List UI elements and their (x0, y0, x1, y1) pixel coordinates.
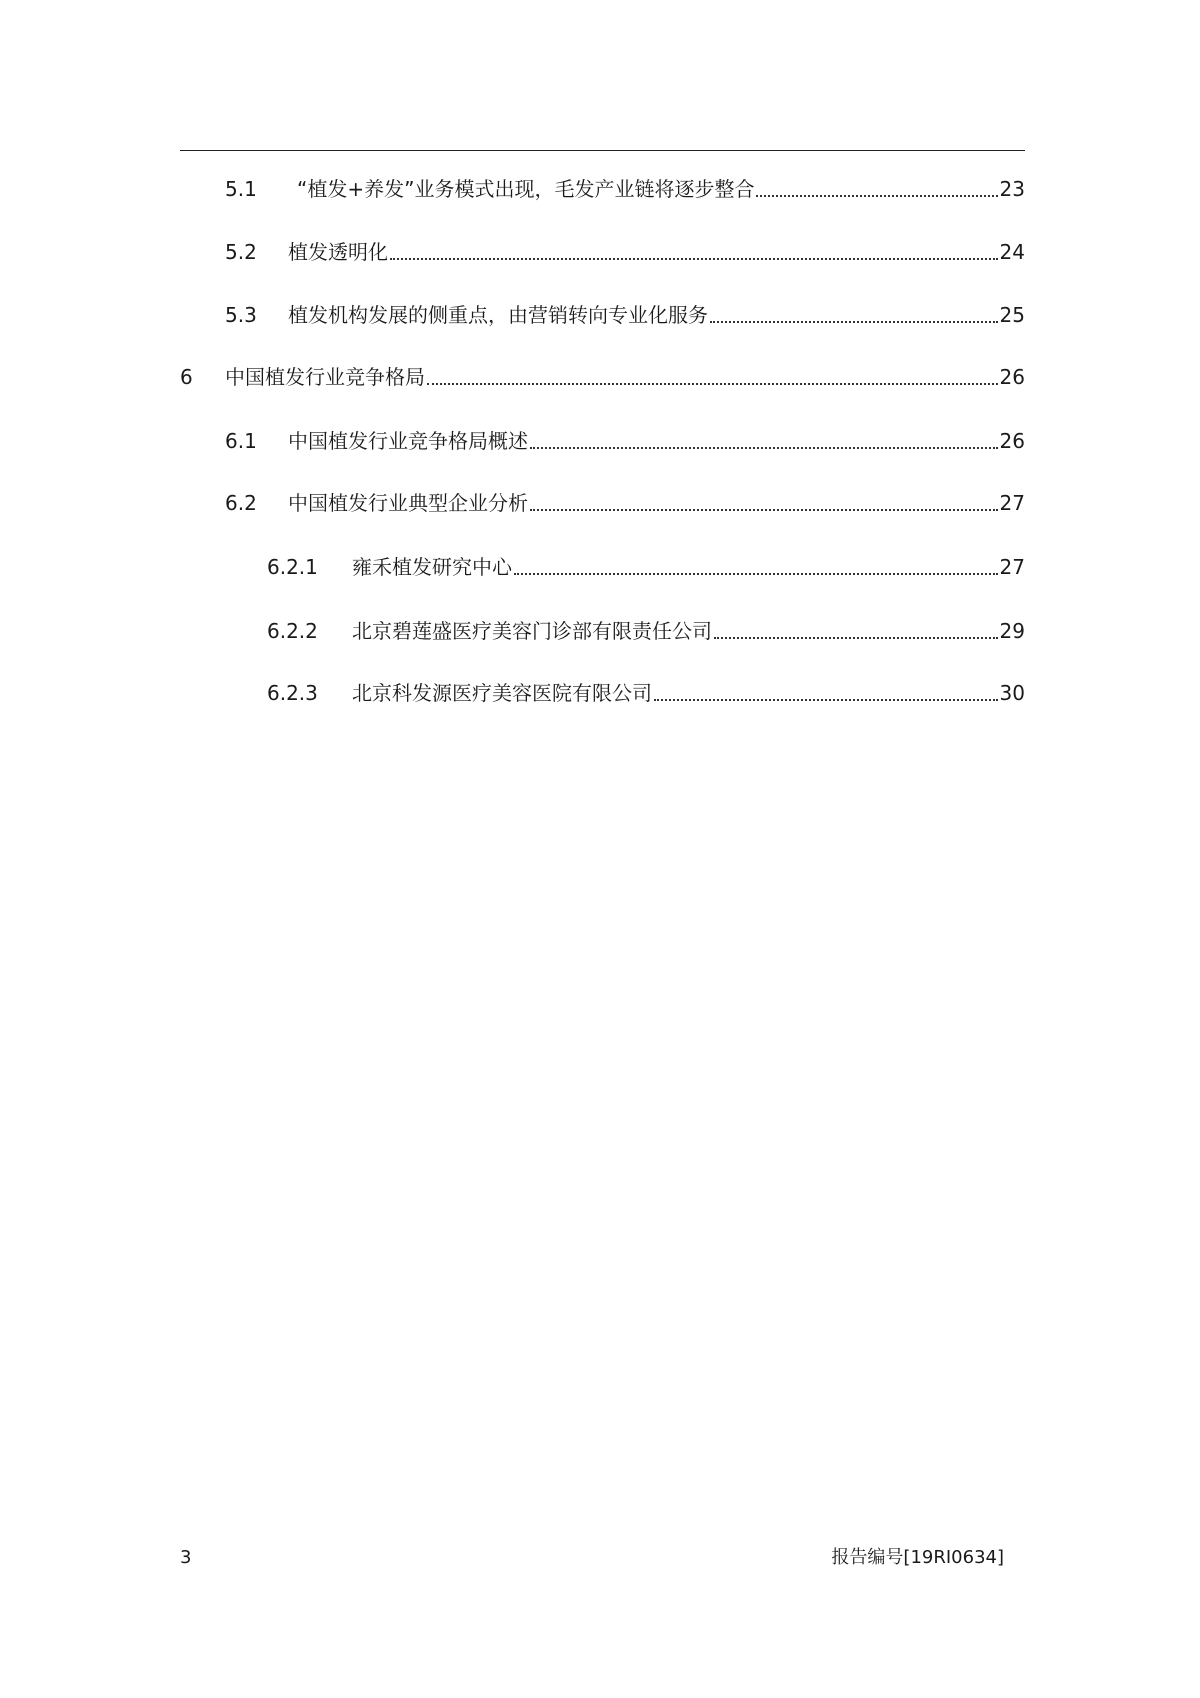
toc-dot-leader (514, 573, 998, 575)
toc-entry-number: 6 (180, 365, 193, 389)
toc-entry-number: 6.1 (225, 429, 257, 453)
toc-entry-title: 中国植发行业竞争格局概述 (288, 429, 528, 453)
toc-dot-leader (530, 447, 998, 449)
toc-dot-leader (710, 321, 998, 323)
toc-entry-6-2[interactable] (225, 485, 1025, 517)
toc-entry-page: 27 (999, 555, 1025, 579)
toc-dot-leader (427, 383, 998, 385)
toc-entry-page: 30 (999, 681, 1025, 705)
toc-dot-leader (714, 637, 998, 639)
toc-entry-title: “植发+养发”业务模式出现，毛发产业链将逐步整合 (297, 177, 755, 201)
toc-entry-5-2[interactable] (225, 234, 1025, 266)
toc-entry-6-1[interactable] (225, 423, 1025, 455)
toc-dot-leader (756, 195, 997, 197)
toc-entry-page: 27 (999, 491, 1025, 515)
toc-entry-title: 北京科发源医疗美容医院有限公司 (352, 681, 652, 705)
toc-entry-5-3[interactable] (225, 297, 1025, 329)
toc-entry-number: 5.3 (225, 303, 257, 327)
toc-entry-title: 中国植发行业竞争格局 (225, 365, 425, 389)
toc-entry-page: 26 (999, 365, 1025, 389)
toc-entry-page: 24 (999, 240, 1025, 264)
toc-entry-6-2-1[interactable] (267, 549, 1025, 581)
toc-entry-number: 6.2 (225, 491, 257, 515)
toc-entry-number: 6.2.1 (267, 555, 318, 579)
toc-dot-leader (530, 509, 998, 511)
toc-entry-6-2-2[interactable] (267, 613, 1025, 645)
toc-entry-number: 6.2.3 (267, 681, 318, 705)
footer-page-number: 3 (180, 1547, 192, 1568)
toc-entry-title: 植发机构发展的侧重点，由营销转向专业化服务 (288, 303, 708, 327)
toc-entry-6-2-3[interactable] (267, 675, 1025, 707)
toc-entry-title: 雍禾植发研究中心 (352, 555, 512, 579)
header-rule (180, 150, 1025, 151)
toc-entry-number: 5.1 (225, 177, 257, 201)
toc-entry-title: 北京碧莲盛医疗美容门诊部有限责任公司 (352, 619, 712, 643)
toc-entry-title: 中国植发行业典型企业分析 (288, 491, 528, 515)
toc-entry-page: 25 (999, 303, 1025, 327)
toc-entry-5-1[interactable] (225, 171, 1025, 203)
toc-dot-leader (390, 258, 998, 260)
toc-entry-page: 23 (999, 177, 1025, 201)
toc-entry-page: 26 (999, 429, 1025, 453)
toc-entry-page: 29 (999, 619, 1025, 643)
footer-report-id: 报告编号[19RI0634] (831, 1547, 1004, 1568)
toc-entry-number: 5.2 (225, 240, 257, 264)
toc-entry-number: 6.2.2 (267, 619, 318, 643)
toc-entry-6[interactable] (180, 359, 1025, 391)
toc-dot-leader (654, 699, 998, 701)
toc-entry-title: 植发透明化 (288, 240, 388, 264)
